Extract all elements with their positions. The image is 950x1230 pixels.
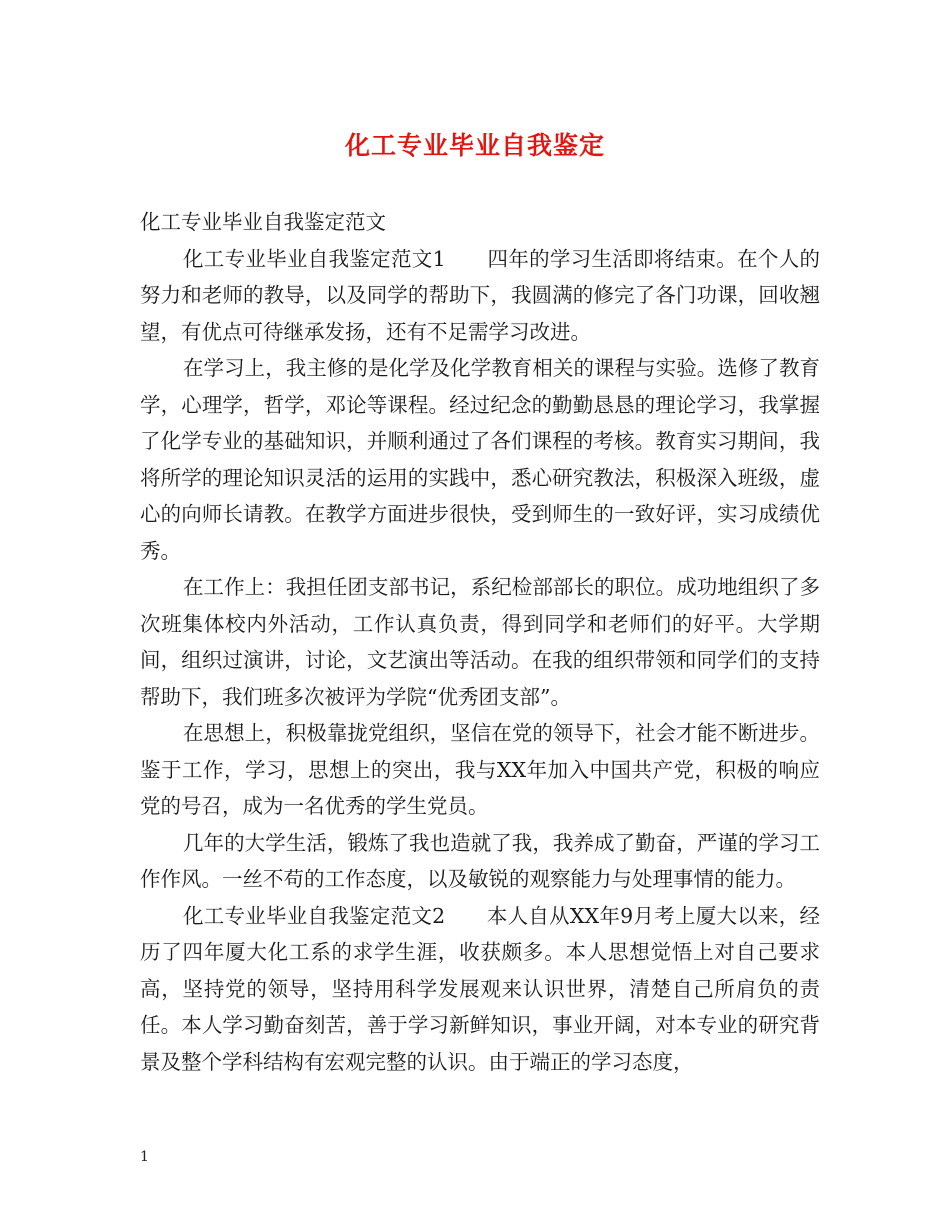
document-subtitle: 化工专业毕业自我鉴定范文 <box>140 210 386 234</box>
paragraph: 化工专业毕业自我鉴定范文1 四年的学习生活即将结束。在个人的努力和老师的教导，以及同学的帮助下，我圆满的修完了各门功课，回收翘望，有优点可待继承发扬，还有不足需学习改进。 <box>140 246 820 344</box>
paragraph: 化工专业毕业自我鉴定范文2 本人自从XX年9月考上厦大以来，经历了四年厦大化工系的求学生涯，收获颇多。本人思想觉悟上对自己要求高，坚持党的领导，坚持用科学发展观来认识世界，清楚自己所肩负的责任。本人学习勤奋刻苦，善于学习新鲜知识，事业开阔，对本专业的研究背景及整个学科结构有宏观完整的认识。由于端正的学习态度， <box>140 903 820 1074</box>
document-title: 化工专业毕业自我鉴定 <box>344 131 605 160</box>
document-body <box>140 204 820 1080</box>
paragraph: 在思想上，积极靠拢党组织，坚信在党的领导下，社会才能不断进步。鉴于工作，学习，思想上的突出，我与XX年加入中国共产党，积极的响应党的号召，成为一名优秀的学生党员。 <box>140 721 820 818</box>
paragraph: 几年的大学生活，锻炼了我也造就了我，我养成了勤奋，严谨的学习工作作风。一丝不苟的工作态度，以及敏锐的观察能力与处理事情的能力。 <box>140 830 820 891</box>
paragraph: 在工作上：我担任团支部书记，系纪检部部长的职位。成功地组织了多次班集体校内外活动，工作认真负责，得到同学和老师们的好平。大学期间，组织过演讲，讨论，文艺演出等活动。在我的组织带领和同学们的支持帮助下，我们班多次被评为学院“优秀团支部”。 <box>140 575 820 709</box>
paragraph: 在学习上，我主修的是化学及化学教育相关的课程与实验。选修了教育学，心理学，哲学，邓论等课程。经过纪念的勤勤恳恳的理论学习，我掌握了化学专业的基础知识，并顺利通过了各们课程的考核。教育实习期间，我将所学的理论知识灵活的运用的实践中，悉心研究教法，积极深入班级，虚心的向师长请教。在教学方面进步很快，受到师生的一致好评，实习成绩优秀。 <box>140 356 820 563</box>
page-number: 1 <box>140 1149 149 1165</box>
